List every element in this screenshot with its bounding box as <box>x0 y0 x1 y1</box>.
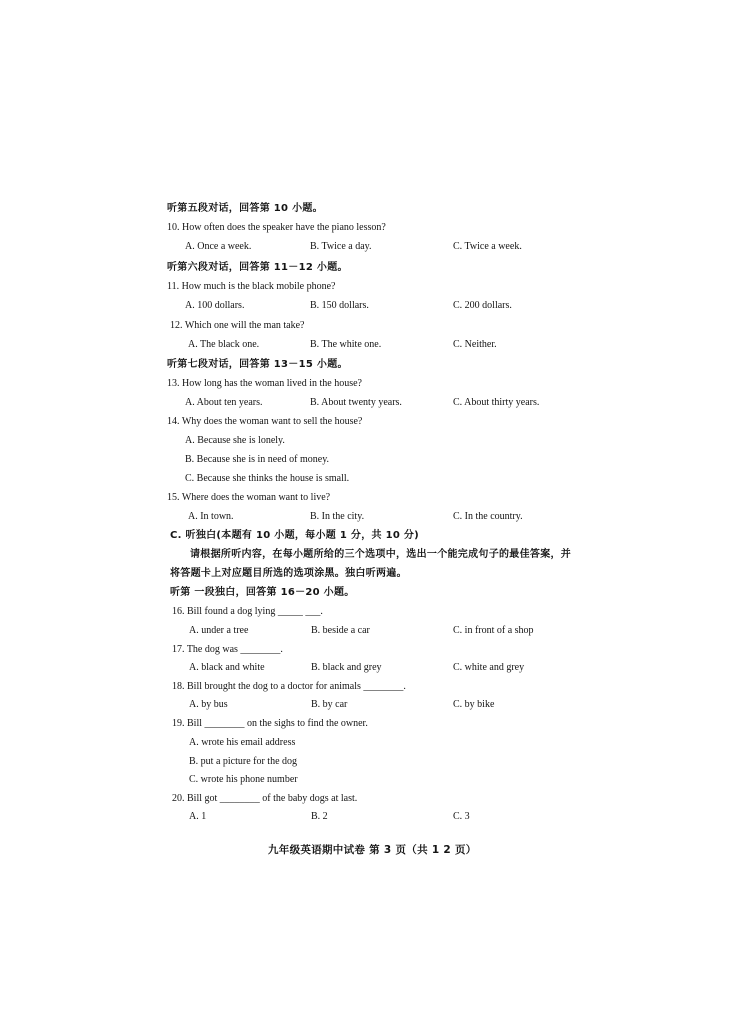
part-c-heading: C. 听独白(本题有 10 小题，每小题 1 分，共 10 分) <box>170 530 420 541</box>
question-14-option-c: C. Because she thinks the house is small. <box>185 473 350 484</box>
question-17-option-a: A. black and white <box>189 662 265 673</box>
question-14-stem: 14. Why does the woman want to sell the house? <box>167 416 363 427</box>
question-17-stem: 17. The dog was ________. <box>172 644 283 655</box>
question-11-option-a: A. 100 dollars. <box>185 300 245 311</box>
page-footer: 九年级英语期中试卷 第 3 页（共 1 2 页） <box>268 844 477 856</box>
question-10-stem: 10. How often does the speaker have the piano lesson? <box>167 222 386 233</box>
question-19-option-a: A. wrote his email address <box>189 737 296 748</box>
question-19-option-b: B. put a picture for the dog <box>189 756 298 767</box>
question-17-option-b: B. black and grey <box>311 662 382 673</box>
question-13-option-a: A. About ten years. <box>185 397 263 408</box>
question-20-stem: 20. Bill got ________ of the baby dogs at last. <box>172 793 358 804</box>
question-17-option-c: C. white and grey <box>453 662 525 673</box>
question-15-option-b: B. In the city. <box>310 511 365 522</box>
question-14-option-a: A. Because she is lonely. <box>185 435 285 446</box>
question-11-option-c: C. 200 dollars. <box>453 300 512 311</box>
question-10-option-a: A. Once a week. <box>185 241 252 252</box>
question-15-stem: 15. Where does the woman want to live? <box>167 492 331 503</box>
question-16-option-c: C. in front of a shop <box>453 625 534 636</box>
question-16-option-a: A. under a tree <box>189 625 249 636</box>
question-18-stem: 18. Bill brought the dog to a doctor for animals ________. <box>172 681 406 692</box>
question-12-option-b: B. The white one. <box>310 339 382 350</box>
question-18-option-b: B. by car <box>311 699 348 710</box>
question-13-option-b: B. About twenty years. <box>310 397 402 408</box>
part-c-instruction-line-2: 将答题卡上对应题目所选的选项涂黑。独白听两遍。 <box>170 568 407 579</box>
question-16-stem: 16. Bill found a dog lying _____ ___. <box>172 606 323 617</box>
question-14-option-b: B. Because she is in need of money. <box>185 454 330 465</box>
question-20-option-c: C. 3 <box>453 811 470 822</box>
part-c-instruction-line-1: 请根据所听内容，在每小题所给的三个选项中，选出一个能完成句子的最佳答案，并 <box>190 549 572 560</box>
question-13-option-c: C. About thirty years. <box>453 397 540 408</box>
question-18-option-c: C. by bike <box>453 699 495 710</box>
question-12-option-c: C. Neither. <box>453 339 497 350</box>
question-10-option-b: B. Twice a day. <box>310 241 372 252</box>
section-7-heading: 听第七段对话，回答第 13－15 小题。 <box>167 359 348 370</box>
question-12-option-a: A. The black one. <box>188 339 260 350</box>
question-15-option-c: C. In the country. <box>453 511 523 522</box>
section-6-heading: 听第六段对话，回答第 11－12 小题。 <box>167 262 348 273</box>
question-20-option-b: B. 2 <box>311 811 328 822</box>
section-5-heading: 听第五段对话，回答第 10 小题。 <box>167 203 323 214</box>
question-16-option-b: B. beside a car <box>311 625 370 636</box>
question-20-option-a: A. 1 <box>189 811 207 822</box>
question-10-option-c: C. Twice a week. <box>453 241 522 252</box>
question-19-stem: 19. Bill ________ on the sighs to find the owner. <box>172 718 368 729</box>
question-12-stem: 12. Which one will the man take? <box>170 320 305 331</box>
question-11-stem: 11. How much is the black mobile phone? <box>167 281 336 292</box>
question-18-option-a: A. by bus <box>189 699 228 710</box>
monologue-1-heading: 听第 一段独白，回答第 16－20 小题。 <box>170 587 355 598</box>
question-19-option-c: C. wrote his phone number <box>189 774 298 785</box>
question-11-option-b: B. 150 dollars. <box>310 300 369 311</box>
question-13-stem: 13. How long has the woman lived in the house? <box>167 378 362 389</box>
question-15-option-a: A. In town. <box>188 511 234 522</box>
